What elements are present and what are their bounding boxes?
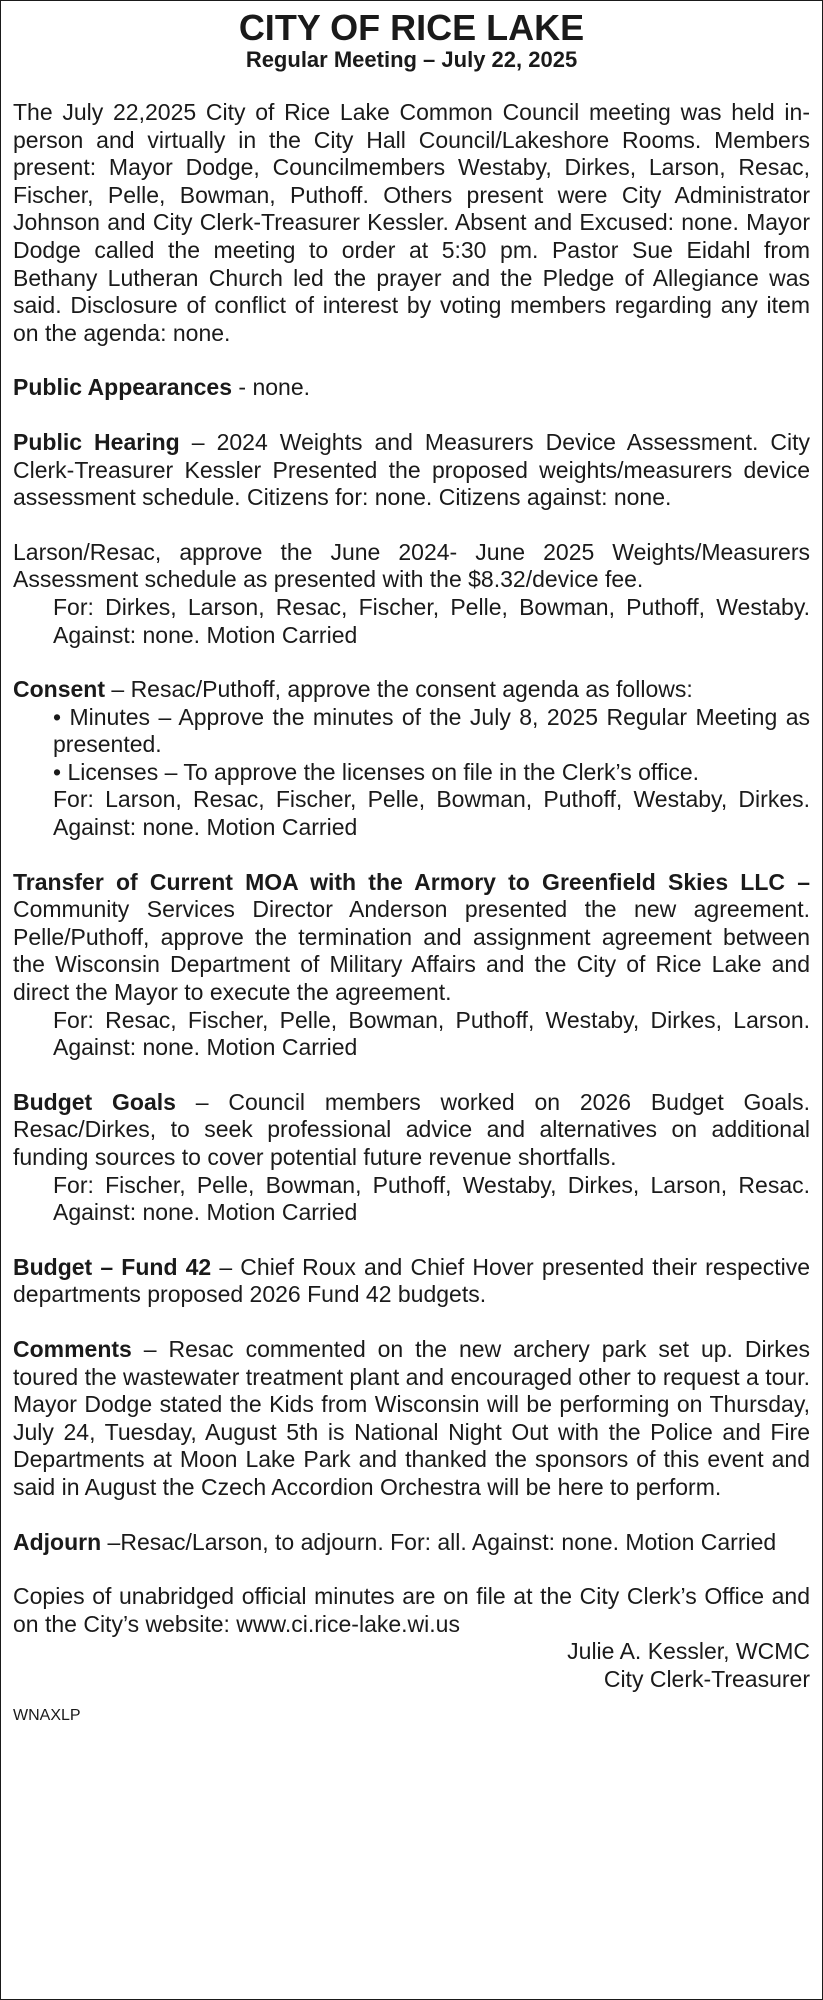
consent-item-licenses: • Licenses – To approve the licenses on file in the Clerk’s office. <box>53 758 700 785</box>
signature-title: City Clerk-Treasurer <box>603 1665 810 1692</box>
comments-section <box>13 1336 810 1502</box>
budget-fund-heading: Budget – Fund 42 <box>13 1253 212 1280</box>
budget-fund-text: – Chief Roux and Chief Hover presented their respective departments proposed 2026 Fund 42 budgets. <box>13 1253 810 1308</box>
adjourn-heading: Adjourn <box>13 1528 102 1555</box>
intro-paragraph: The July 22,2025 City of Rice Lake Common Council meeting was held in-person and virtually in the City Hall Council/Lakeshore Rooms. Members present: Mayor Dodge, Councilmembers Westaby, Dirkes, Larson, Resac, Fischer, Pelle, Bowman, Puthoff. Others present were City Administrator Johnson and City Clerk-Treasurer Kessler. Absent and Excused: none. Mayor Dodge called the meeting to order at 5:30 pm. Pastor Sue Eidahl from Bethany Lutheran Church led the prayer and the Pledge of Allegiance was said. Disclosure of conflict of interest by voting members regarding any item on the agenda: none. <box>13 99 810 346</box>
publication-code: WNAXLP <box>13 1706 81 1724</box>
public-appearances-heading: Public Appearances <box>13 374 233 401</box>
comments-text: – Resac commented on the new archery park set up. Dirkes toured the wastewater treatment plant and encouraged other to request a tour. Mayor Dodge stated the Kids from Wisconsin will be performing on Thursday, July 24, Tuesday, August 5th is National Night Out with the Police and Fire Departments at Moon Lake Park and thanked the sponsors of this event and said in August the Czech Accordion Orchestra will be here to perform. <box>13 1335 810 1500</box>
consent-item-minutes: • Minutes – Approve the minutes of the July 8, 2025 Regular Meeting as presented. <box>53 703 810 758</box>
budget-goals-vote: For: Fischer, Pelle, Bowman, Puthoff, Westaby, Dirkes, Larson, Resac. Against: none. Motion Carried <box>53 1171 810 1226</box>
closing-text: Copies of unabridged official minutes are on file at the City Clerk’s Office and on the City’s website: www.ci.rice-lake.wi.us <box>13 1583 810 1637</box>
transfer-text: Community Services Director Anderson presented the new agreement. Pelle/Puthoff, approve the termination and assignment agreement between the Wisconsin Department of Military Affairs and the City of Rice Lake and direct the Mayor to execute the agreement. <box>13 896 810 1006</box>
transfer-heading: Transfer of Current MOA with the Armory to Greenfield Skies LLC – <box>13 868 810 895</box>
budget-goals-section <box>13 1089 810 1172</box>
weights-motion-vote: For: Dirkes, Larson, Resac, Fischer, Pelle, Bowman, Puthoff, Westaby. Against: none. Motion Carried <box>53 593 810 648</box>
consent-section <box>13 676 810 704</box>
adjourn-text: –Resac/Larson, to adjourn. For: all. Against: none. Motion Carried <box>101 1528 777 1555</box>
public-appearances-section <box>13 374 810 402</box>
consent-vote: For: Larson, Resac, Fischer, Pelle, Bowman, Puthoff, Westaby, Dirkes. Against: none. Motion Carried <box>53 786 810 841</box>
budget-goals-text: – Council members worked on 2026 Budget Goals. Resac/Dirkes, to seek professional advice and alternatives on additional funding sources to cover potential future revenue shortfalls. <box>13 1088 811 1170</box>
consent-text: – Resac/Puthoff, approve the consent agenda as follows: <box>105 676 693 703</box>
consent-heading: Consent <box>13 676 105 703</box>
budget-goals-heading: Budget Goals <box>13 1088 176 1115</box>
weights-motion-text: Larson/Resac, approve the June 2024- June 2025 Weights/Measurers Assessment schedule as presented with the $8.32/device fee. <box>13 538 810 593</box>
comments-heading: Comments <box>13 1335 132 1362</box>
public-hearing-section <box>13 429 810 512</box>
notice-title: CITY OF RICE LAKE <box>238 7 585 48</box>
public-appearances-text: - none. <box>232 374 311 401</box>
transfer-vote: For: Resac, Fischer, Pelle, Bowman, Puthoff, Westaby, Dirkes, Larson. Against: none. Motion Carried <box>53 1006 810 1061</box>
public-hearing-text: – 2024 Weights and Measurers Device Assessment. City Clerk-Treasurer Kessler Presented the proposed weights/measurers device assessment schedule. Citizens for: none. Citizens against: none. <box>13 428 811 511</box>
signature-name: Julie A. Kessler, WCMC <box>567 1638 810 1665</box>
adjourn-section <box>13 1529 810 1557</box>
notice-subtitle: Regular Meeting – July 22, 2025 <box>245 47 578 72</box>
public-hearing-heading: Public Hearing <box>13 428 180 455</box>
transfer-section <box>13 869 810 1007</box>
budget-fund-section <box>13 1254 810 1309</box>
